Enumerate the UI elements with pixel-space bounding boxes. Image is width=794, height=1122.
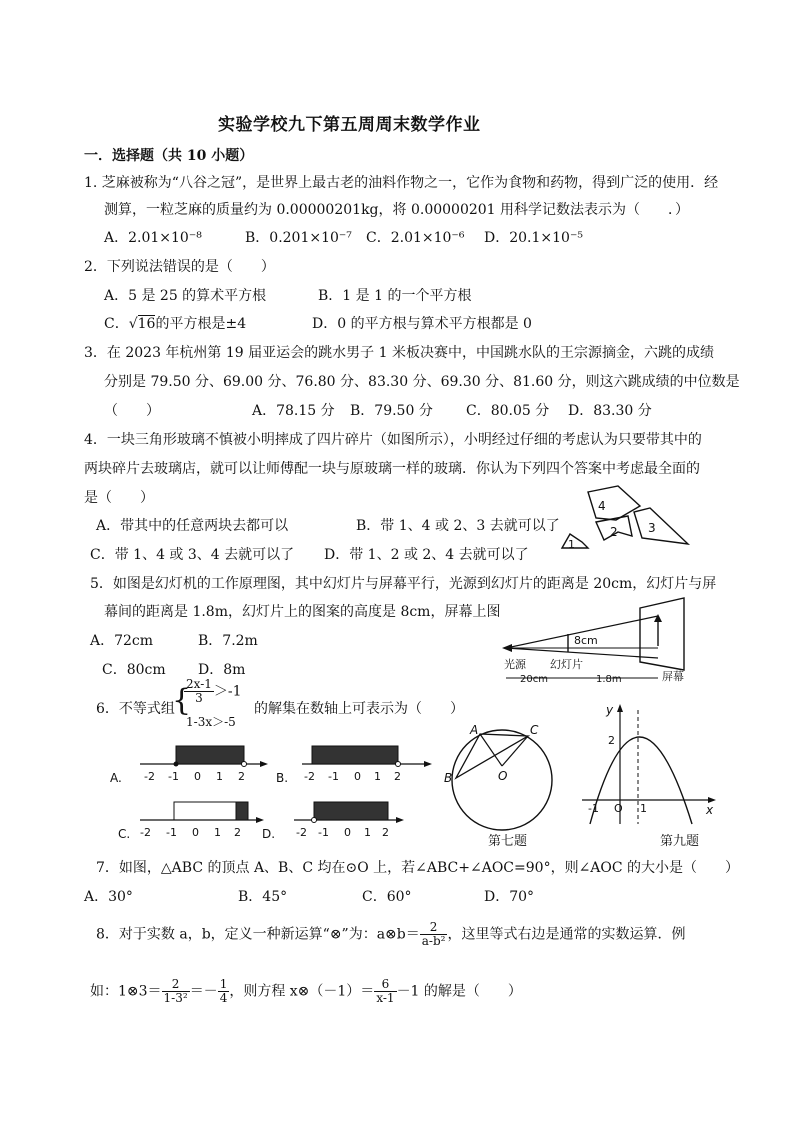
projector-figure [500, 596, 700, 688]
q4-option-b: B．带 1、4 或 2、3 去就可以了 [356, 518, 560, 534]
point-o: O [498, 769, 508, 783]
tick-d-1: -2 [296, 826, 307, 839]
q6-suffix: 的解集在数轴上可表示为（ ） [254, 701, 464, 717]
solution-band-c [174, 802, 236, 820]
q4-option-a: A．带其中的任意两块去都可以 [96, 518, 289, 534]
q3-option-c: C．80.05 分 [466, 403, 550, 419]
q7-option-d: D．70° [484, 889, 535, 905]
x-label: x [706, 803, 714, 817]
origin: O [614, 802, 623, 815]
q1-option-a: A．2.01×10⁻⁸ [104, 230, 202, 246]
point-b: B [444, 771, 453, 785]
q8-frac2 [162, 978, 190, 1005]
page-title: 实验学校九下第五周周末数学作业 [218, 115, 481, 135]
ray-bottom [506, 648, 658, 658]
figure-7-caption: 第七题 [488, 834, 528, 849]
label-d: D. [262, 827, 276, 841]
piece-4 [588, 486, 640, 520]
q6-ineq1-rel: ＞-1 [213, 683, 242, 700]
q2-option-b: B．1 是 1 的一个平方根 [318, 288, 472, 304]
q8-l2-mid2: ，则方程 x⊗（－1）＝ [229, 983, 375, 1000]
tick-b-1: -2 [304, 770, 315, 783]
number-line-c [118, 802, 264, 841]
root-neg1: -1 [588, 802, 599, 815]
tick-a-4: 1 [216, 770, 223, 783]
tick-d-5: 2 [382, 826, 389, 839]
q8-frac1-den: a-b² [421, 934, 446, 948]
section-heading: 一．选择题（共 10 小题） [84, 148, 254, 164]
q6-ineq1 [184, 678, 242, 705]
piece-1 [562, 534, 588, 548]
slide-label: 幻灯片 [550, 658, 583, 671]
image-arrow-head [654, 614, 662, 622]
piece-3 [634, 508, 688, 544]
q1-option-c: C．2.01×10⁻⁶ [366, 230, 465, 246]
q2-option-d: D．0 的平方根与算术平方根都是 0 [312, 316, 532, 332]
q8-frac4-num: 6 [374, 978, 396, 992]
point-a: A [470, 723, 479, 737]
q8-line2 [90, 978, 522, 1005]
q3-line1: 3．在 2023 年杭州第 19 届亚运会的跳水男子 1 米板决赛中，中国跳水队的王宗源摘金，六跳的成绩 [84, 345, 714, 361]
q3-option-b: B．79.50 分 [350, 403, 433, 419]
number-lines [110, 734, 453, 842]
q8-frac4 [374, 978, 396, 1005]
q1-option-b: B．0.201×10⁻⁷ [245, 230, 352, 246]
number-line-b [276, 746, 432, 785]
q5-line2: 幕间的距离是 1.8m，幻灯片上的图案的高度是 8cm，屏幕上图 [104, 604, 501, 620]
q1-option-d: D．20.1×10⁻⁵ [484, 230, 583, 246]
tick-d-4: 1 [364, 826, 371, 839]
distance-label-1: 20cm [520, 674, 548, 685]
screen-label: 屏幕 [662, 670, 684, 683]
q8-frac3-den: 4 [219, 991, 228, 1005]
light-arrow [502, 644, 512, 652]
q5-option-d: D．8m [198, 662, 246, 678]
q1-line1: 1. 芝麻被称为“八谷之冠”，是世界上最古老的油料作物之一，它作为食物和药物，得到广泛的使用．经 [84, 175, 719, 191]
q8-l2-pre: 如：1⊗3＝ [90, 983, 162, 1000]
number-line-a [110, 746, 268, 785]
tick-a-3: 0 [194, 770, 201, 783]
q6-frac1-num: 2x-1 [186, 677, 212, 691]
q3-paren: （ ） [104, 403, 160, 419]
solution-band-d [314, 802, 388, 820]
q8-l1-post: ，这里等式右边是通常的实数运算．例 [447, 926, 686, 943]
q8-l2-post: －1 的解是（ ） [396, 983, 522, 1000]
y-label: y [606, 703, 614, 717]
q8-frac1 [420, 921, 448, 948]
point-c: C [530, 723, 539, 737]
piece-label-4: 4 [598, 499, 606, 513]
solution-band-b [312, 746, 398, 764]
q8-frac3-num: 1 [219, 977, 228, 991]
screen-rect [640, 598, 684, 670]
q3-line2: 分别是 79.50 分、69.00 分、76.80 分、83.30 分、69.30 分、81.60 分，则这六跳成绩的中位数是 [104, 374, 740, 390]
q2-stem: 2．下列说法错误的是（ ） [84, 259, 275, 275]
label-c: C. [118, 827, 131, 841]
tick-1: 1 [640, 802, 647, 815]
q7-option-b: B．45° [238, 889, 288, 905]
tick-a-5: 2 [238, 770, 245, 783]
q2-c-prefix: C． [104, 316, 129, 332]
intercept-2: 2 [608, 734, 615, 747]
solution-band-a [176, 746, 244, 764]
piece-label-2: 2 [610, 525, 618, 539]
q3-option-d: D．83.30 分 [568, 403, 652, 419]
q3-option-a: A．78.15 分 [252, 403, 335, 419]
tick-b-2: -1 [328, 770, 339, 783]
tick-c-5: 2 [234, 826, 241, 839]
tick-c-1: -2 [140, 826, 151, 839]
q4-option-d: D．带 1、2 或 2、4 去就可以了 [324, 547, 529, 563]
tick-b-5: 2 [394, 770, 401, 783]
system-brace: { [172, 683, 192, 718]
tick-a-2: -1 [168, 770, 179, 783]
q5-line1: 5．如图是幻灯机的工作原理图，其中幻灯片与屏幕平行，光源到幻灯片的距离是 20cm，幻灯片与屏 [90, 576, 717, 592]
q6-frac1-den: 3 [195, 691, 203, 705]
sqrt-sign: √ [128, 316, 138, 332]
q4-line2: 两块碎片去玻璃店，就可以让师傅配一块与原玻璃一样的玻璃．你认为下列四个答案中考虑最全面的 [84, 461, 700, 477]
slide-height-label: 8cm [574, 634, 598, 647]
q6-ineq2: 1-3x＞-5 [186, 715, 236, 729]
triangle-abc [456, 734, 528, 778]
tick-c-2: -1 [166, 826, 177, 839]
q4-option-c: C．带 1、4 或 3、4 去就可以了 [90, 547, 295, 563]
tick-d-2: -1 [318, 826, 329, 839]
q8-frac1-num: 2 [420, 921, 448, 935]
tick-c-3: 0 [192, 826, 199, 839]
figure-9-caption: 第九题 [660, 834, 700, 849]
q5-option-b: B．7.2m [198, 633, 258, 649]
tick-c-4: 1 [214, 826, 221, 839]
figure-9-parabola [580, 700, 720, 830]
q8-frac2-den: 1-3² [163, 991, 188, 1005]
tick-a-1: -2 [144, 770, 155, 783]
q5-option-c: C．80cm [102, 662, 166, 678]
q8-frac2-num: 2 [162, 978, 190, 992]
tick-b-3: 0 [354, 770, 361, 783]
label-b: B. [276, 771, 289, 785]
q4-line3: 是（ ） [84, 490, 154, 506]
piece-label-3: 3 [648, 521, 656, 535]
tick-b-4: 1 [374, 770, 381, 783]
q8-l1-pre: 8．对于实数 a，b，定义一种新运算“⊗”为：a⊗b＝ [96, 926, 420, 943]
label-a: A. [110, 771, 122, 785]
q6-frac1 [184, 678, 214, 705]
piece-label-1: 1 [568, 538, 575, 551]
distance-label-2: 1.8m [596, 674, 622, 685]
q2-option-a: A．5 是 25 的算术平方根 [104, 288, 267, 304]
tick-d-3: 0 [344, 826, 351, 839]
q8-line1 [96, 921, 685, 948]
q2-option-c [104, 313, 246, 333]
q6-prefix: 6．不等式组 [96, 701, 175, 717]
q8-frac4-den: x-1 [376, 991, 395, 1005]
q4-line1: 4．一块三角形玻璃不慎被小明摔成了四片碎片（如图所示），小明经过仔细的考虑认为只要带其中的 [84, 432, 702, 448]
q8-l2-mid: ＝－ [189, 983, 218, 1000]
number-line-d [262, 802, 404, 841]
q7-stem: 7．如图，△ABC 的顶点 A、B、C 均在⊙O 上，若∠ABC+∠AOC=90°，则∠AOC 的大小是（ ） [96, 860, 740, 876]
q1-line2: 测算，一粒芝麻的质量约为 0.00000201kg，将 0.00000201 用科学记数法表示为（ ．） [104, 202, 690, 218]
q7-option-a: A．30° [84, 889, 133, 905]
q2-c-suffix: 的平方根是±4 [155, 316, 247, 332]
q8-frac3 [218, 978, 230, 1005]
glass-pieces-figure [558, 482, 694, 552]
light-source-label: 光源 [504, 658, 526, 671]
q2-c-radicand: 16 [137, 316, 156, 332]
q5-option-a: A．72cm [90, 633, 154, 649]
q7-option-c: C．60° [362, 889, 412, 905]
